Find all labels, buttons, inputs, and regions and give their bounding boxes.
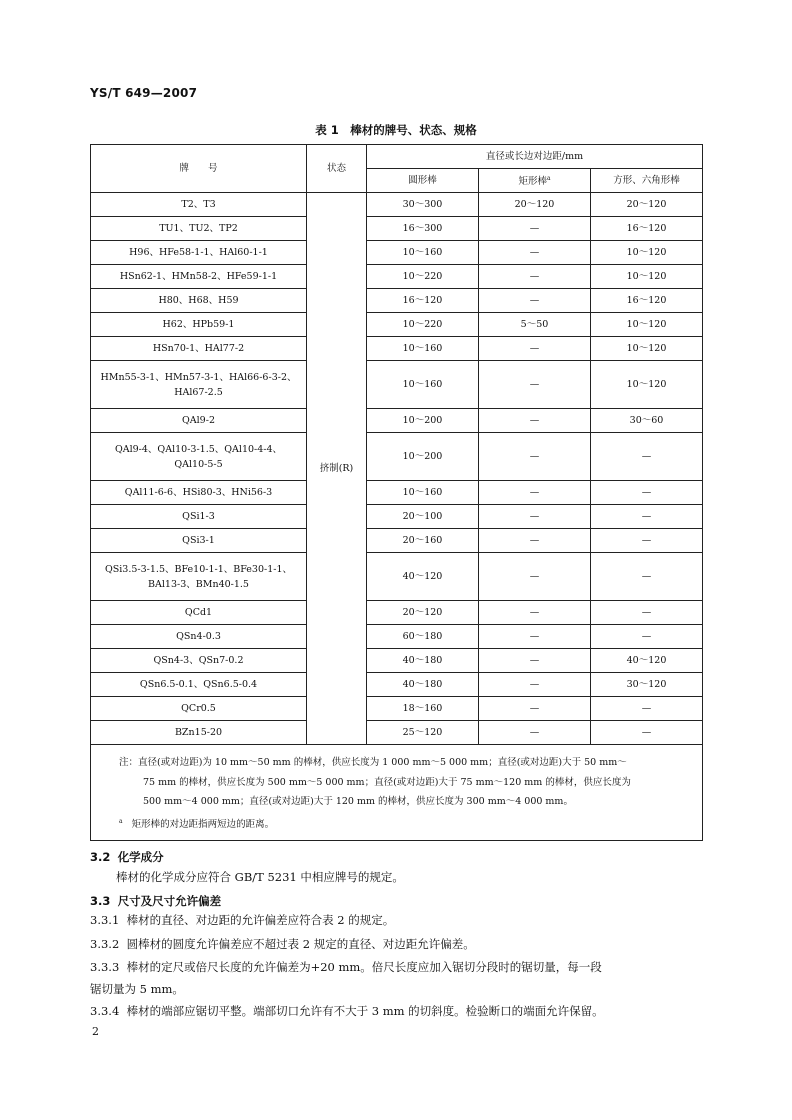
table-row: H62、HPb59-1 10～220 5～50 10～120 (91, 313, 703, 337)
table-notes-row (91, 745, 703, 841)
note-line: 75 mm 的棒材，供应长度为 500 mm～5 000 mm；直径(或对边距)大于 75 mm～120 mm 的棒材，供应长度为 (143, 776, 631, 788)
table-row: QSn4-3、QSn7-0.2 40～180 — 40～120 (91, 649, 703, 673)
section-3-3-2: 3.3.2 圆棒材的圆度允许偏差应不超过表 2 规定的直径、对边距允许偏差。 (90, 937, 475, 951)
header-state: 状态 (307, 145, 367, 193)
state-cell: 挤制(R) (307, 193, 367, 745)
section-3-3-3: 3.3.3 棒材的定尺或倍尺长度的允许偏差为+20 mm。倍尺长度应加入锯切分段时的锯切量，每一段 锯切量为 5 mm。 (90, 960, 602, 996)
footnote: $^a$ 矩形棒的对边距指两短边的距离。 (119, 817, 275, 830)
table-row: QSi3.5-3-1.5、BFe10-1-1、BFe30-1-1、 BAl13-3、BMn40-1.5 40～120 — — (91, 553, 703, 601)
header-dimension-group: 直径或长边对边距/mm (367, 145, 703, 169)
table-row: QCd1 20～120 — — (91, 601, 703, 625)
header-square-hex-bar: 方形、六角形棒 (591, 169, 703, 193)
table-title: 表 1 棒材的牌号、状态、规格 (315, 123, 477, 137)
section-3-3-4: 3.3.4 棒材的端部应锯切平整。端部切口允许有不大于 3 mm 的切斜度。检验断口的端面允许保留。 (90, 1004, 604, 1018)
table-row: QAl9-4、QAl10-3-1.5、QAl10-4-4、 QAl10-5-5 10～200 — — (91, 433, 703, 481)
table-row: H80、H68、H59 16～120 — 16～120 (91, 289, 703, 313)
page-number: 2 (92, 1025, 99, 1038)
section-3-3-heading: 3.3 尺寸及尺寸允许偏差 (90, 894, 222, 908)
table-row: HMn55-3-1、HMn57-3-1、HAl66-6-3-2、 HAl67-2.5 10～160 — 10～120 (91, 361, 703, 409)
header-round-bar: 圆形棒 (367, 169, 479, 193)
grades-table (90, 144, 703, 841)
table-row: QCr0.5 18～160 — — (91, 697, 703, 721)
section-3-3-1: 3.3.1 棒材的直径、对边距的允许偏差应符合表 2 的规定。 (90, 913, 395, 927)
section-3-2-text: 棒材的化学成分应符合 GB/T 5231 中相应牌号的规定。 (116, 870, 404, 884)
table-notes (91, 745, 703, 841)
table-row: T2、T3 挤制(R) 30～300 20～120 20～120 (91, 193, 703, 217)
table-row: QSn6.5-0.1、QSn6.5-0.4 40～180 — 30～120 (91, 673, 703, 697)
header-grade: 牌 号 (91, 145, 307, 193)
table-row: H96、HFe58-1-1、HAl60-1-1 10～160 — 10～120 (91, 241, 703, 265)
table-row: QAl9-2 10～200 — 30～60 (91, 409, 703, 433)
table-row: BZn15-20 25～120 — — (91, 721, 703, 745)
note-line: 注：直径(或对边距)为 10 mm～50 mm 的棒材，供应长度为 1 000 mm～5 000 mm；直径(或对边距)大于 50 mm～ (119, 757, 627, 768)
table-row: QAl11-6-6、HSi80-3、HNi56-3 10～160 — — (91, 481, 703, 505)
table-row: QSn4-0.3 60～180 — — (91, 625, 703, 649)
table-row: HSn62-1、HMn58-2、HFe59-1-1 10～220 — 10～120 (91, 265, 703, 289)
table-row: TU1、TU2、TP2 16～300 — 16～120 (91, 217, 703, 241)
table-row: HSn70-1、HAl77-2 10～160 — 10～120 (91, 337, 703, 361)
table-row: QSi1-3 20～100 — — (91, 505, 703, 529)
standard-code: YS/T 649—2007 (90, 86, 198, 100)
note-line: 500 mm～4 000 mm；直径(或对边距)大于 120 mm 的棒材，供应长度为 300 mm～4 000 mm。 (143, 796, 573, 807)
table-row: QSi3-1 20～160 — — (91, 529, 703, 553)
section-3-2-heading: 3.2 化学成分 (90, 850, 164, 864)
header-rect-bar: 矩形棒$^a$ (479, 169, 591, 193)
